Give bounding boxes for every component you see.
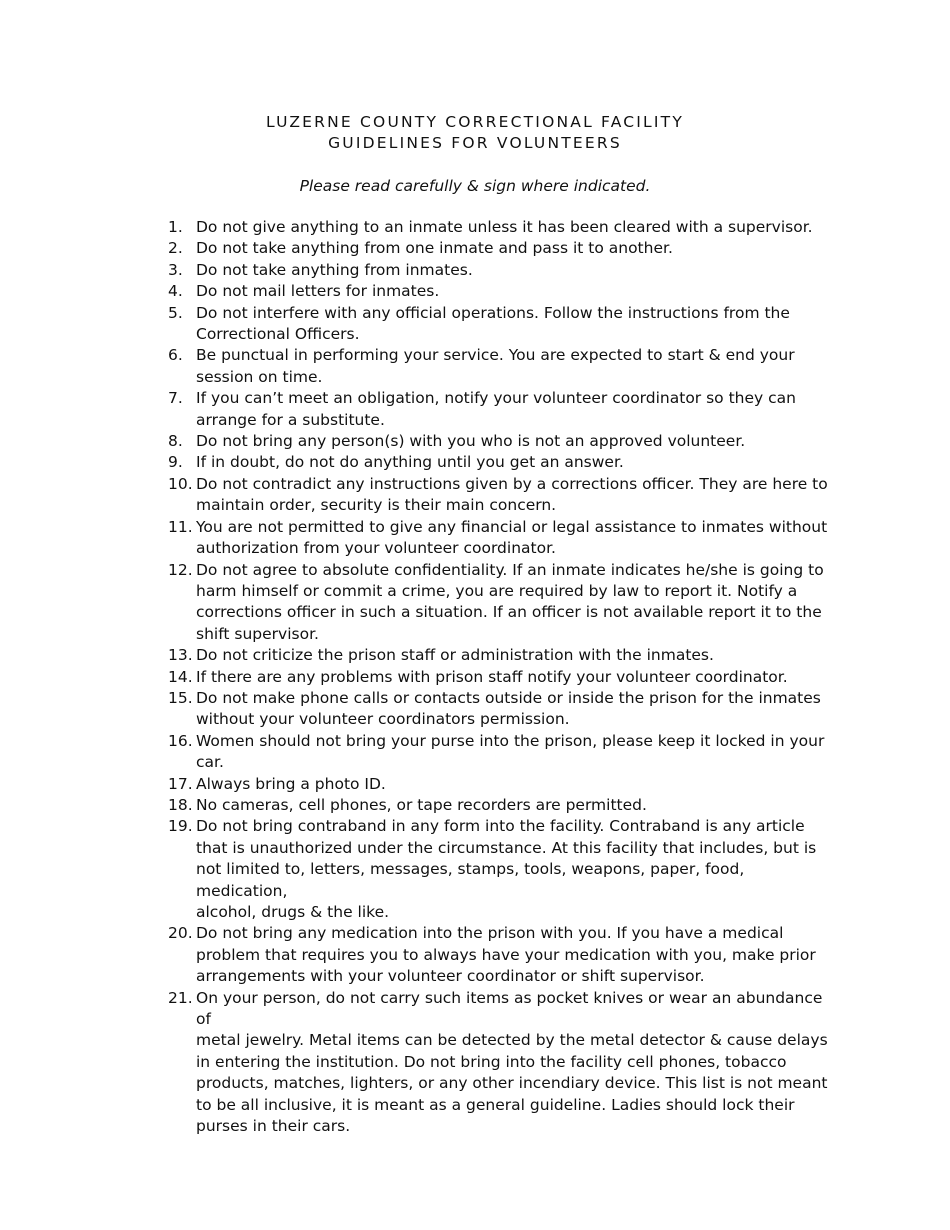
guideline-text: No cameras, cell phones, or tape recorders are permitted.: [196, 795, 647, 814]
guideline-item: [168, 238, 828, 259]
guideline-number: 21.: [168, 988, 193, 1007]
guideline-number: 16.: [168, 731, 193, 750]
guideline-number: 1.: [168, 218, 183, 236]
guideline-item: [168, 452, 828, 473]
guideline-number: 7.: [168, 389, 183, 408]
guideline-number: 12.: [168, 560, 193, 579]
guideline-item: [168, 431, 828, 452]
guideline-number: 9.: [168, 453, 183, 472]
guideline-number: 15.: [168, 688, 193, 707]
guideline-number: 3.: [168, 260, 183, 279]
guideline-text: Do not take anything from one inmate and pass it to another.: [196, 239, 673, 258]
guideline-text: If you can’t meet an obligation, notify your volunteer coordinator so they can arrange for a substitute.: [196, 389, 796, 429]
guideline-number: 11.: [168, 517, 193, 536]
guideline-text: Women should not bring your purse into the prison, please keep it locked in your car.: [196, 731, 825, 772]
guideline-number: 8.: [168, 432, 183, 451]
guideline-number: 13.: [168, 646, 193, 665]
guideline-text: Do not give anything to an inmate unless it has been cleared with a supervisor.: [196, 218, 813, 236]
guideline-number: 6.: [168, 346, 183, 365]
guideline-item: [168, 260, 828, 281]
guideline-item: [168, 474, 828, 517]
guideline-number: 4.: [168, 282, 183, 301]
guideline-text: If in doubt, do not do anything until you get an answer.: [196, 453, 624, 472]
guideline-text: You are not permitted to give any financial or legal assistance to inmates without authorization from your volunteer coordinator.: [196, 517, 828, 558]
guideline-number: 14.: [168, 667, 193, 686]
guideline-text: Do not take anything from inmates.: [196, 260, 473, 279]
guideline-text: Do not contradict any instructions given by a corrections officer. They are here to maintain order, security is their main concern.: [196, 474, 828, 515]
guideline-text: Do not agree to absolute confidentiality. If an inmate indicates he/she is going to harm himself or commit a crime, you are required by law to report it. Notify a corrections officer in such a situation. If an officer is not available report it to the shift supervisor.: [196, 560, 824, 643]
guideline-text: Always bring a photo ID.: [196, 774, 386, 793]
guideline-text: Do not mail letters for inmates.: [196, 282, 440, 301]
guideline-item: [168, 281, 828, 302]
guideline-text: Do not bring contraband in any form into the facility. Contraband is any article that is unauthorized under the circumstance. At this facility that includes, but is not limited to, letters, messages, stamps, tools, weapons, paper, food, medication, alcohol, drugs & the like.: [196, 817, 817, 921]
guideline-item: [168, 667, 828, 688]
guideline-item: [168, 560, 828, 646]
guideline-item: [168, 795, 828, 816]
guideline-item: [168, 731, 828, 774]
guideline-item: [168, 688, 828, 731]
guideline-item: [168, 645, 828, 666]
guideline-text: Do not make phone calls or contacts outside or inside the prison for the inmates without your volunteer coordinators permission.: [196, 688, 821, 729]
guideline-item: [168, 816, 828, 923]
guideline-item: [168, 517, 828, 560]
guideline-text: On your person, do not carry such items as pocket knives or wear an abundance of metal jewelry. Metal items can be detected by the metal detector & cause delays in entering the institution. Do not bring into the facility cell phones, tobacco products, matches, lighters, or any other incendiary device. This list is not meant to be all inclusive, it is meant as a general guideline. Ladies should lock their purses in their cars.: [196, 988, 828, 1136]
guidelines-list: [168, 217, 828, 1137]
guideline-text: Do not bring any medication into the prison with you. If you have a medical problem that requires you to always have your medication with you, make prior arrangements with your volunteer coordinator or shift supervisor.: [196, 924, 816, 986]
guideline-item: [168, 388, 828, 431]
guideline-number: 19.: [168, 817, 193, 836]
guideline-text: If there are any problems with prison staff notify your volunteer coordinator.: [196, 667, 788, 686]
guideline-number: 5.: [168, 303, 183, 322]
guideline-text: Do not criticize the prison staff or administration with the inmates.: [196, 646, 714, 665]
guideline-text: Be punctual in performing your service. You are expected to start & end your session on time.: [196, 346, 795, 386]
guideline-item: [168, 774, 828, 795]
guideline-number: 18.: [168, 795, 193, 814]
guideline-item: [168, 923, 828, 987]
document-title: LUZERNE COUNTY CORRECTIONAL FACILITY: [266, 113, 684, 131]
document-subtitle: GUIDELINES FOR VOLUNTEERS: [328, 134, 622, 152]
guideline-number: 17.: [168, 774, 193, 793]
guideline-text: Do not bring any person(s) with you who is not an approved volunteer.: [196, 432, 746, 451]
instruction-text: Please read carefully & sign where indicated.: [299, 177, 651, 195]
guideline-item: [168, 303, 828, 346]
guideline-item: [168, 217, 828, 238]
guideline-number: 20.: [168, 924, 193, 943]
guideline-number: 10.: [168, 474, 193, 493]
guideline-item: [168, 345, 828, 388]
guideline-item: [168, 988, 828, 1138]
guideline-text: Do not interfere with any official operations. Follow the instructions from the Correctional Officers.: [196, 303, 790, 344]
guideline-number: 2.: [168, 239, 183, 258]
